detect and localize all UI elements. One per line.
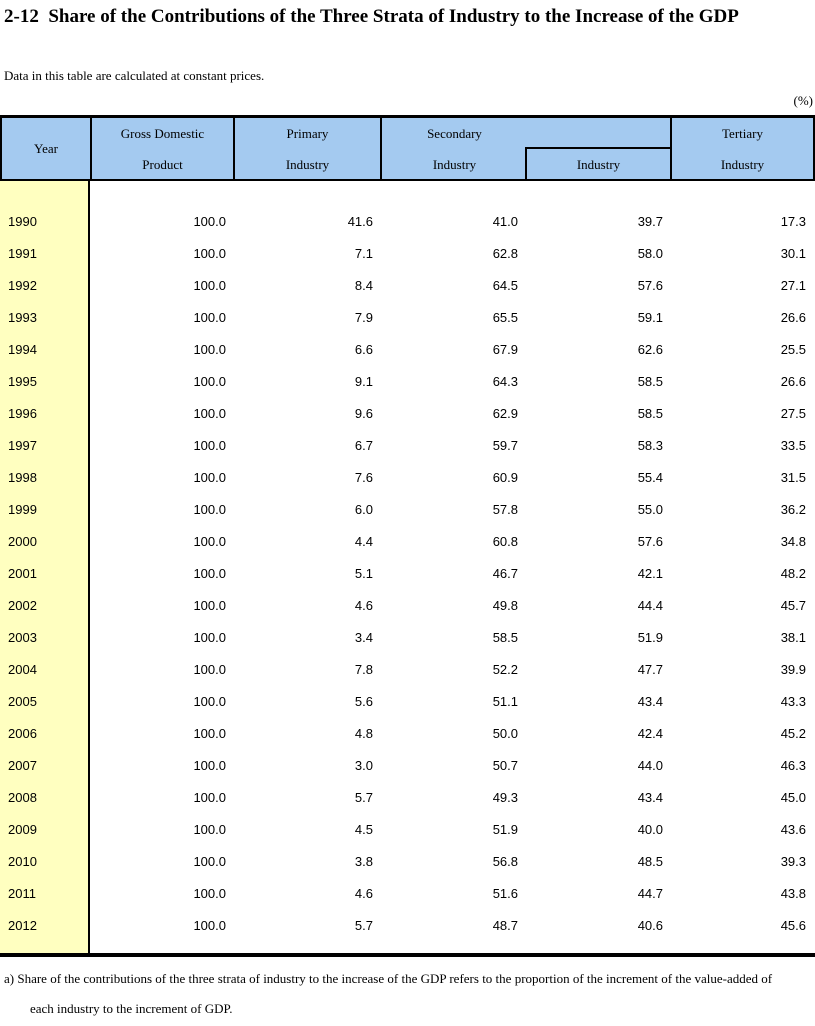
constant-prices-note: Data in this table are calculated at constant prices. (4, 68, 265, 83)
primary-industry-cell: 8.4 (354, 277, 373, 293)
table-row (0, 813, 815, 845)
table-row (0, 237, 815, 269)
footnote-line2: each industry to the increment of GDP. (30, 1001, 233, 1016)
table-row (0, 301, 815, 333)
industry-sub-cell: 62.6 (637, 341, 663, 357)
gdp-cell: 100.0 (193, 917, 226, 933)
gdp-cell: 100.0 (193, 277, 226, 293)
tertiary-industry-cell: 43.6 (780, 821, 806, 837)
primary-industry-cell: 6.0 (354, 501, 373, 517)
secondary-industry-cell: 51.1 (492, 693, 518, 709)
tertiary-industry-cell: 26.6 (780, 373, 806, 389)
header-gdp (90, 118, 233, 179)
primary-industry-cell: 4.6 (354, 885, 373, 901)
secondary-industry-cell: 49.3 (492, 789, 518, 805)
gdp-cell: 100.0 (193, 821, 226, 837)
primary-industry-cell: 5.6 (354, 693, 373, 709)
primary-industry-cell: 7.8 (354, 661, 373, 677)
header-gdp-line2: Product (142, 157, 183, 172)
industry-sub-cell: 40.0 (637, 821, 663, 837)
tertiary-industry-cell: 45.0 (780, 789, 806, 805)
industry-sub-cell: 48.5 (637, 853, 663, 869)
year-cell: 2011 (8, 885, 36, 901)
primary-industry-cell: 4.6 (354, 597, 373, 613)
gdp-cell: 100.0 (193, 405, 226, 421)
primary-industry-cell: 9.6 (354, 405, 373, 421)
industry-sub-cell: 47.7 (637, 661, 663, 677)
primary-industry-cell: 41.6 (347, 213, 373, 229)
tertiary-industry-cell: 17.3 (780, 213, 806, 229)
tertiary-industry-cell: 43.8 (780, 885, 806, 901)
year-cell: 2012 (8, 917, 37, 933)
industry-sub-cell: 42.1 (637, 565, 663, 581)
industry-sub-cell: 39.7 (637, 213, 663, 229)
industry-sub-cell: 51.9 (637, 629, 663, 645)
industry-sub-cell: 55.0 (637, 501, 663, 517)
tertiary-industry-cell: 38.1 (780, 629, 806, 645)
header-tertiary-industry (670, 118, 813, 179)
year-cell: 1991 (8, 245, 37, 261)
header-industry-sub-label: Industry (576, 157, 621, 172)
secondary-industry-cell: 51.6 (492, 885, 518, 901)
primary-industry-cell: 3.8 (354, 853, 373, 869)
tertiary-industry-cell: 25.5 (780, 341, 806, 357)
table-row (0, 589, 815, 621)
industry-sub-cell: 58.0 (637, 245, 663, 261)
year-cell: 1999 (8, 501, 37, 517)
tertiary-industry-cell: 34.8 (780, 533, 806, 549)
header-primary-line2: Industry (285, 157, 330, 172)
year-cell: 1993 (8, 309, 37, 325)
year-cell: 2004 (8, 661, 37, 677)
gdp-cell: 100.0 (193, 373, 226, 389)
table-row (0, 909, 815, 941)
tertiary-industry-cell: 31.5 (780, 469, 806, 485)
gdp-cell: 100.0 (193, 629, 226, 645)
year-cell: 2005 (8, 693, 37, 709)
gdp-cell: 100.0 (193, 565, 226, 581)
gdp-cell: 100.0 (193, 597, 226, 613)
secondary-industry-cell: 59.7 (492, 437, 518, 453)
table-row (0, 557, 815, 589)
primary-industry-cell: 7.6 (354, 469, 373, 485)
industry-sub-cell: 44.4 (637, 597, 663, 613)
header-secondary-line1: Secondary (427, 126, 482, 141)
header-tertiary-line1: Tertiary (722, 126, 763, 141)
gdp-cell: 100.0 (193, 789, 226, 805)
industry-sub-cell: 44.7 (637, 885, 663, 901)
primary-industry-cell: 4.5 (354, 821, 373, 837)
gdp-cell: 100.0 (193, 309, 226, 325)
table-row (0, 205, 815, 237)
tertiary-industry-cell: 39.9 (780, 661, 806, 677)
primary-industry-cell: 3.4 (354, 629, 373, 645)
gdp-cell: 100.0 (193, 693, 226, 709)
gdp-cell: 100.0 (193, 757, 226, 773)
gdp-cell: 100.0 (193, 469, 226, 485)
table-row (0, 493, 815, 525)
industry-sub-cell: 59.1 (637, 309, 663, 325)
table-row (0, 717, 815, 749)
industry-sub-cell: 44.0 (637, 757, 663, 773)
year-cell: 2000 (8, 533, 37, 549)
secondary-industry-cell: 60.8 (492, 533, 518, 549)
secondary-industry-cell: 60.9 (492, 469, 518, 485)
table-body (0, 181, 815, 957)
year-cell: 1998 (8, 469, 37, 485)
gdp-cell: 100.0 (193, 213, 226, 229)
header-secondary-line2: Industry (432, 157, 477, 172)
secondary-industry-cell: 62.9 (492, 405, 518, 421)
year-cell: 1995 (8, 373, 37, 389)
secondary-industry-cell: 58.5 (492, 629, 518, 645)
gdp-cell: 100.0 (193, 501, 226, 517)
header-year-label: Year (34, 141, 58, 156)
tertiary-industry-cell: 39.3 (780, 853, 806, 869)
table-row (0, 269, 815, 301)
primary-industry-cell: 5.7 (354, 789, 373, 805)
table-row (0, 397, 815, 429)
year-cell: 1992 (8, 277, 37, 293)
table-row (0, 333, 815, 365)
primary-industry-cell: 4.4 (354, 533, 373, 549)
tertiary-industry-cell: 45.7 (780, 597, 806, 613)
gdp-cell: 100.0 (193, 885, 226, 901)
secondary-industry-cell: 41.0 (492, 213, 518, 229)
secondary-industry-cell: 57.8 (492, 501, 518, 517)
gdp-cell: 100.0 (193, 437, 226, 453)
secondary-industry-cell: 65.5 (492, 309, 518, 325)
tertiary-industry-cell: 43.3 (780, 693, 806, 709)
primary-industry-cell: 3.0 (354, 757, 373, 773)
gdp-cell: 100.0 (193, 245, 226, 261)
year-cell: 2006 (8, 725, 37, 741)
year-cell: 2008 (8, 789, 37, 805)
year-cell: 2010 (8, 853, 37, 869)
secondary-industry-cell: 56.8 (492, 853, 518, 869)
year-cell: 1996 (8, 405, 37, 421)
primary-industry-cell: 6.7 (354, 437, 373, 453)
header-gdp-line1: Gross Domestic (120, 126, 205, 141)
industry-sub-cell: 42.4 (637, 725, 663, 741)
table-row (0, 845, 815, 877)
header-year (2, 118, 90, 179)
table-row (0, 685, 815, 717)
header-industry-subcolumn (525, 147, 670, 179)
secondary-industry-cell: 64.5 (492, 277, 518, 293)
table-row (0, 749, 815, 781)
tertiary-industry-cell: 48.2 (780, 565, 806, 581)
secondary-industry-cell: 64.3 (492, 373, 518, 389)
secondary-industry-cell: 50.0 (492, 725, 518, 741)
table-row (0, 877, 815, 909)
tertiary-industry-cell: 26.6 (780, 309, 806, 325)
tertiary-industry-cell: 45.6 (780, 917, 806, 933)
table-row (0, 461, 815, 493)
page-title: 2-12 Share of the Contributions of the Three Strata of Industry to the Increase of the GDP (4, 6, 739, 27)
secondary-industry-cell: 51.9 (492, 821, 518, 837)
secondary-industry-cell: 48.7 (492, 917, 518, 933)
secondary-industry-cell: 49.8 (492, 597, 518, 613)
tertiary-industry-cell: 30.1 (780, 245, 806, 261)
secondary-industry-cell: 67.9 (492, 341, 518, 357)
header-primary-industry (233, 118, 380, 179)
industry-sub-cell: 58.5 (637, 373, 663, 389)
secondary-industry-cell: 62.8 (492, 245, 518, 261)
tertiary-industry-cell: 36.2 (780, 501, 806, 517)
gdp-cell: 100.0 (193, 341, 226, 357)
table-row (0, 525, 815, 557)
year-cell: 1994 (8, 341, 37, 357)
footnote-line1: a) Share of the contributions of the three strata of industry to the increase of the GDP refers to the proportion of the increment of the value-added of (4, 971, 773, 986)
year-cell: 2002 (8, 597, 37, 613)
primary-industry-cell: 5.1 (354, 565, 373, 581)
industry-sub-cell: 43.4 (637, 789, 663, 805)
unit-label: (%) (793, 93, 813, 108)
secondary-industry-cell: 52.2 (492, 661, 518, 677)
secondary-industry-cell: 50.7 (492, 757, 518, 773)
header-tertiary-line2: Industry (720, 157, 765, 172)
table-row (0, 653, 815, 685)
year-cell: 2003 (8, 629, 37, 645)
gdp-cell: 100.0 (193, 661, 226, 677)
gdp-cell: 100.0 (193, 725, 226, 741)
table-header (0, 115, 815, 181)
header-primary-line1: Primary (286, 126, 329, 141)
tertiary-industry-cell: 27.1 (780, 277, 806, 293)
year-cell: 1997 (8, 437, 37, 453)
industry-sub-cell: 58.3 (637, 437, 663, 453)
industry-sub-cell: 57.6 (637, 533, 663, 549)
industry-sub-cell: 57.6 (637, 277, 663, 293)
table-row (0, 621, 815, 653)
industry-sub-cell: 55.4 (637, 469, 663, 485)
primary-industry-cell: 6.6 (354, 341, 373, 357)
tertiary-industry-cell: 46.3 (780, 757, 806, 773)
primary-industry-cell: 5.7 (354, 917, 373, 933)
industry-sub-cell: 40.6 (637, 917, 663, 933)
gdp-cell: 100.0 (193, 853, 226, 869)
year-cell: 1990 (8, 213, 37, 229)
industry-sub-cell: 58.5 (637, 405, 663, 421)
primary-industry-cell: 7.1 (354, 245, 373, 261)
primary-industry-cell: 4.8 (354, 725, 373, 741)
year-cell: 2007 (8, 757, 37, 773)
year-cell: 2009 (8, 821, 37, 837)
table-row (0, 781, 815, 813)
gdp-cell: 100.0 (193, 533, 226, 549)
primary-industry-cell: 7.9 (354, 309, 373, 325)
tertiary-industry-cell: 33.5 (780, 437, 806, 453)
table-row (0, 429, 815, 461)
year-cell: 2001 (8, 565, 37, 581)
industry-sub-cell: 43.4 (637, 693, 663, 709)
tertiary-industry-cell: 27.5 (780, 405, 806, 421)
tertiary-industry-cell: 45.2 (780, 725, 806, 741)
secondary-industry-cell: 46.7 (492, 565, 518, 581)
table-row (0, 365, 815, 397)
primary-industry-cell: 9.1 (354, 373, 373, 389)
